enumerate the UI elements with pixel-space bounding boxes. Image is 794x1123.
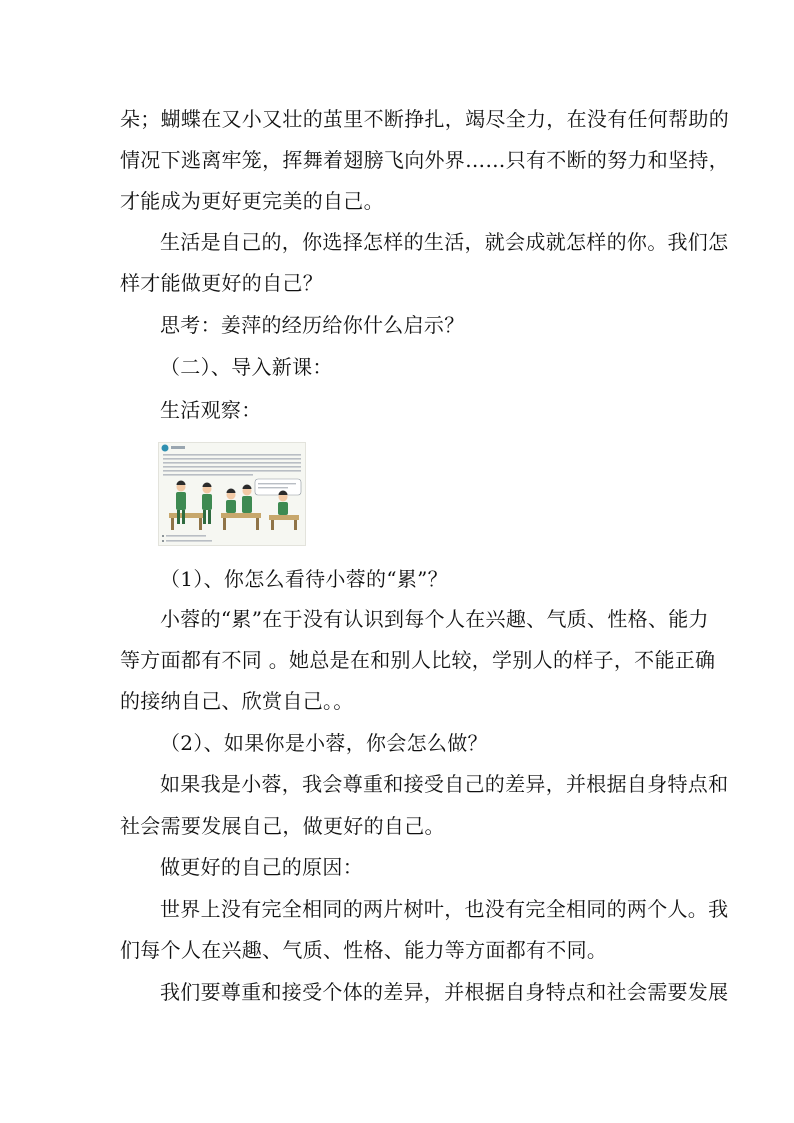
paragraph-line: 生活是自己的，你选择怎样的生活，就会成就怎样的你。我们怎	[160, 230, 729, 254]
paragraph-line: 情况下逃离牢笼，挥舞着翅膀飞向外界……只有不断的努力和坚持，	[120, 148, 729, 172]
section-heading: （二）、导入新课：	[160, 355, 333, 379]
subsection-heading: 做更好的自己的原因：	[160, 855, 363, 879]
paragraph-line: 小蓉的“累”在于没有认识到每个人在兴趣、气质、性格、能力	[160, 607, 709, 631]
paragraph-line: 朵；蝴蝶在又小又壮的茧里不断挣扎，竭尽全力，在没有任何帮助的	[120, 107, 729, 131]
paragraph-line: 等方面都有不同 。她总是在和别人比较，学别人的样子，不能正确	[120, 648, 716, 672]
question-1: （1）、你怎么看待小蓉的“累”？	[160, 567, 448, 591]
paragraph-line: 样才能做更好的自己？	[120, 271, 323, 295]
paragraph-line: 我们要尊重和接受个体的差异，并根据自身特点和社会需要发展	[160, 980, 729, 1004]
paragraph-line: 如果我是小蓉，我会尊重和接受自己的差异，并根据自身特点和	[160, 772, 729, 796]
paragraph-line: 们每个人在兴趣、气质、性格、能力等方面都有不同。	[120, 938, 608, 962]
paragraph-line: 的接纳自己、欣赏自己。。	[120, 689, 354, 713]
think-question: 思考：姜萍的经历给你什么启示？	[160, 313, 465, 337]
paragraph-line: 才能成为更好更完美的自己。	[120, 189, 384, 213]
students-illustration-icon	[159, 443, 305, 545]
paragraph-line: 世界上没有完全相同的两片树叶，也没有完全相同的两个人。我	[160, 897, 729, 921]
textbook-illustration	[158, 442, 306, 546]
paragraph-line: 社会需要发展自己，做更好的自己。	[120, 814, 445, 838]
subsection-heading: 生活观察：	[160, 398, 262, 422]
question-2: （2）、如果你是小蓉，你会怎么做？	[160, 731, 488, 755]
